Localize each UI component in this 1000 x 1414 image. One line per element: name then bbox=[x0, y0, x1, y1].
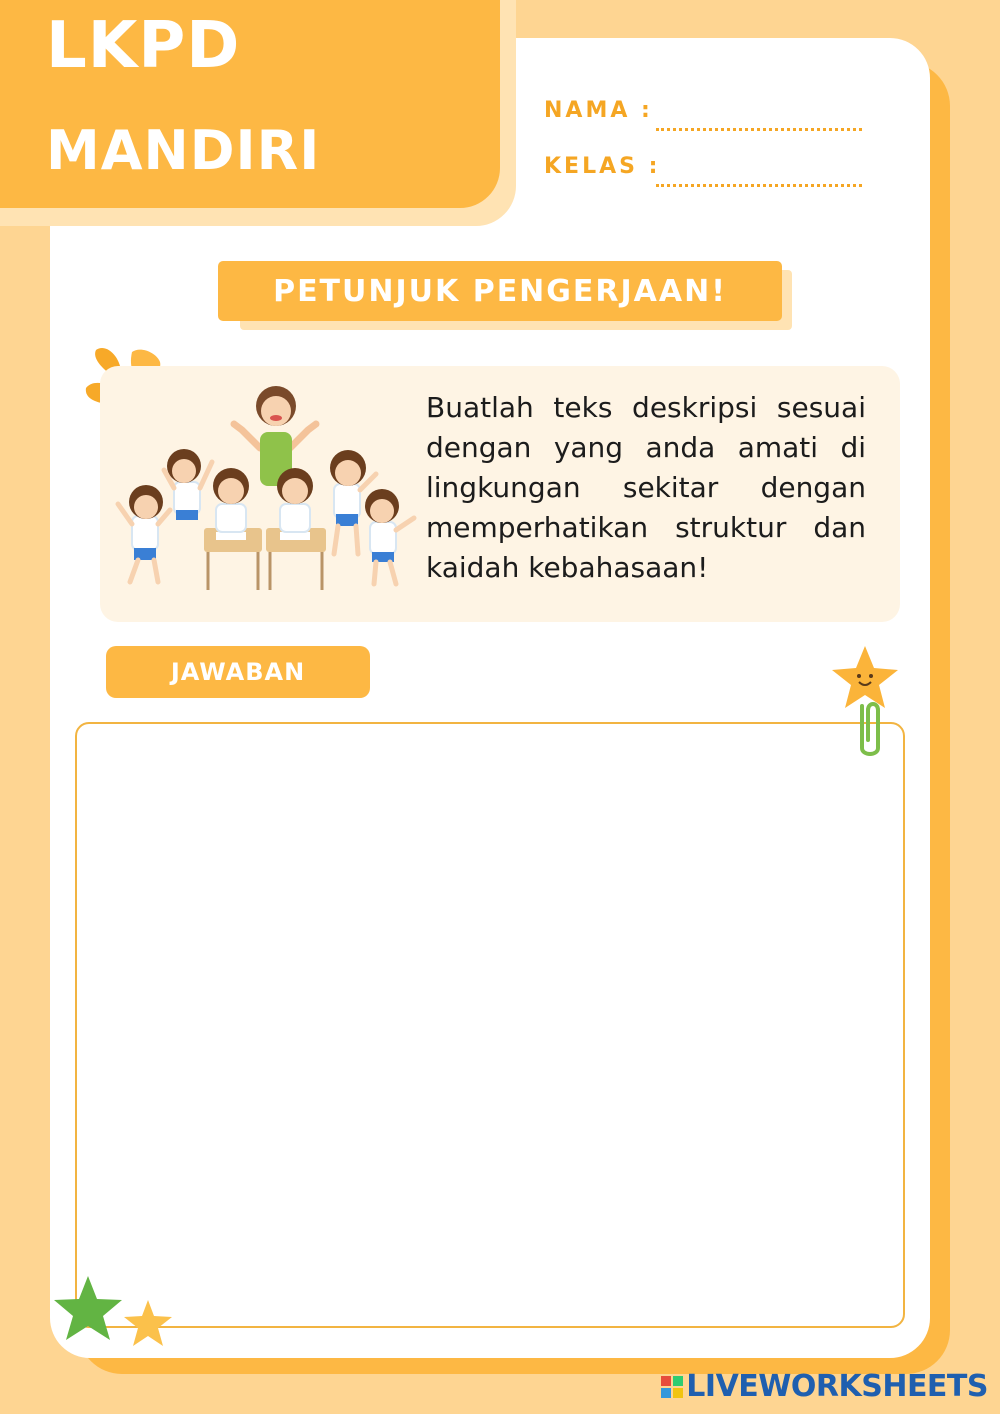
stars-decoration-icon bbox=[52, 1274, 180, 1358]
footer-brand bbox=[660, 1369, 988, 1404]
student-figure bbox=[365, 489, 414, 584]
answer-label-box bbox=[106, 646, 370, 698]
instructions-banner bbox=[218, 261, 782, 321]
class-label: KELAS : bbox=[544, 154, 661, 179]
answer-textarea[interactable] bbox=[75, 722, 905, 1328]
name-label: NAMA : bbox=[544, 98, 653, 123]
footer-brand-text: LIVEWORKSHEETS bbox=[686, 1369, 988, 1404]
teacher-with-students-illustration bbox=[112, 378, 424, 598]
instructions-banner-text: PETUNJUK PENGERJAAN! bbox=[273, 273, 727, 309]
class-field[interactable] bbox=[656, 184, 862, 187]
student-figure bbox=[277, 468, 313, 532]
name-field[interactable] bbox=[656, 128, 862, 131]
instructions-text: Buatlah teks deskripsi sesuai dengan yang anda amati di lingkungan sekitar dengan memperhatikan struktur dan kaidah kebahasaan! bbox=[426, 391, 866, 584]
page-title-line2: MANDIRI bbox=[46, 119, 321, 182]
student-figure bbox=[118, 485, 170, 582]
student-figure bbox=[213, 468, 249, 532]
page-title-line1: LKPD bbox=[46, 9, 241, 83]
answer-label: JAWABAN bbox=[170, 658, 306, 686]
liveworksheets-logo-icon bbox=[660, 1375, 684, 1399]
star-paperclip-icon bbox=[828, 644, 902, 762]
